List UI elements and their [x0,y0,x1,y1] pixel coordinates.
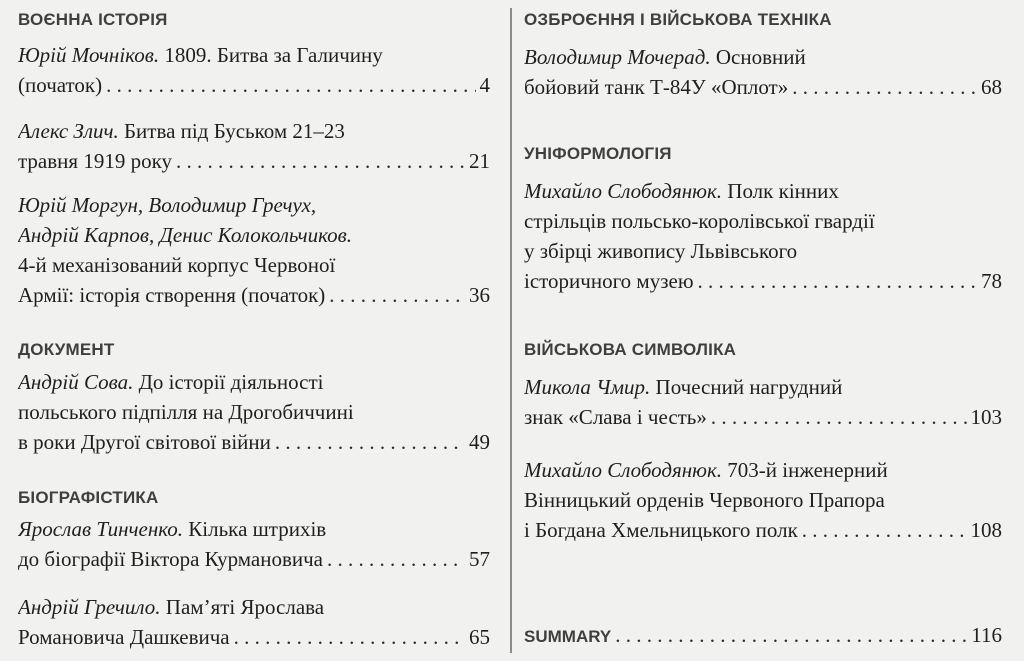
page-number: 78 [981,269,1002,293]
entry-title-end: історичного музею [524,269,694,293]
page-number: 108 [970,518,1002,542]
entry-title: Полк кінних [727,179,839,203]
entry-title-line-2: стрільців польсько-королівської гвардії [524,209,875,233]
dot-leader [176,146,465,176]
toc-entry-sova[interactable] [18,367,490,457]
column-divider [510,8,512,653]
dot-leader [802,515,967,545]
page-number: 65 [469,625,490,649]
entry-title-end: Армії: історія створення (початок) [18,283,326,307]
dot-leader [615,620,967,650]
entry-title-end: до біографії Віктора Курмановича [18,547,324,571]
toc-entry-morhun[interactable] [18,190,490,310]
entry-title-end: травня 1919 року [18,149,172,173]
entry-author: Михайло Слободянюк. [524,179,723,203]
toc-entry-slobodianiuk-2[interactable] [524,455,1002,545]
entry-title-line-2: Вінницький орденів Червоного Прапора [524,488,885,512]
entry-author: Михайло Слободянюк. [524,458,723,482]
entry-title-line-3: у збірці живопису Львівського [524,239,798,263]
page-number: 68 [981,75,1002,99]
page-number: 4 [479,73,490,97]
toc-entry-chmyr[interactable] [524,372,1002,432]
dot-leader [275,427,465,457]
section-heading-military-history: ВОЄННА ІСТОРІЯ [18,10,168,29]
entry-author: Ярослав Тинченко. [18,517,184,541]
toc-entry-tynchenko[interactable] [18,514,490,574]
dot-leader [106,70,475,100]
section-heading-symbolics: ВІЙСЬКОВА СИМВОЛІКА [524,340,737,359]
page-number: 36 [469,283,490,307]
entry-title-end: (початок) [18,73,103,97]
summary-label: SUMMARY [524,627,612,646]
dot-leader [327,544,465,574]
entry-authors-line-2: Андрій Карпов, Денис Колокольчиков. [18,223,353,247]
toc-entry-slobodianiuk-1[interactable] [524,176,1002,296]
page-number: 49 [469,430,490,454]
entry-author: Алекс Злич. [18,119,119,143]
entry-title: Основний [715,45,806,69]
toc-entry-mochnikov[interactable] [18,40,490,100]
dot-leader [329,280,465,310]
entry-title: 1809. Битва за Галичину [164,43,383,67]
dot-leader [711,402,967,432]
entry-title-end: і Богдана Хмельницького полк [524,518,798,542]
entry-title: Кілька штрихів [188,517,327,541]
section-heading-weapons: ОЗБРОЄННЯ І ВІЙСЬКОВА ТЕХНІКА [524,10,832,29]
dot-leader [698,266,977,296]
entry-author: Володимир Мочерад. [524,45,711,69]
page-number: 116 [971,623,1002,647]
entry-title-line-2: польського підпілля на Дрогобиччині [18,400,354,424]
entry-authors-line-1: Юрій Моргун, Володимир Гречух, [18,193,317,217]
entry-author: Андрій Гречило. [18,595,161,619]
entry-title-end: знак «Слава і честь» [524,405,707,429]
page-number: 57 [469,547,490,571]
section-heading-uniformology: УНІФОРМОЛОГІЯ [524,144,672,163]
entry-title: 4-й механізований корпус Червоної [18,253,336,277]
entry-title: До історії діяльності [138,370,324,394]
toc-entry-hrechylo[interactable] [18,592,490,652]
entry-title: 703-й інженерний [727,458,888,482]
dot-leader [792,72,977,102]
section-heading-document: ДОКУМЕНТ [18,340,115,359]
dot-leader [234,622,465,652]
entry-title-end: в роки Другої світової війни [18,430,271,454]
entry-title-end: Романовича Дашкевича [18,625,230,649]
toc-entry-summary[interactable] [524,620,1002,650]
entry-title-end: бойовий танк Т-84У «Оплот» [524,75,789,99]
page-number: 21 [469,149,490,173]
entry-title: Почесний нагрудний [655,375,843,399]
toc-entry-mocherad[interactable] [524,42,1002,102]
entry-author: Юрій Мочніков. [18,43,160,67]
toc-entry-zlych[interactable] [18,116,490,176]
entry-title: Пам’яті Ярослава [165,595,325,619]
entry-author: Микола Чмир. [524,375,651,399]
page-number: 103 [970,405,1002,429]
entry-author: Андрій Сова. [18,370,134,394]
section-heading-biography: БІОГРАФІСТИКА [18,488,159,507]
entry-title: Битва під Буськом 21–23 [124,119,345,143]
